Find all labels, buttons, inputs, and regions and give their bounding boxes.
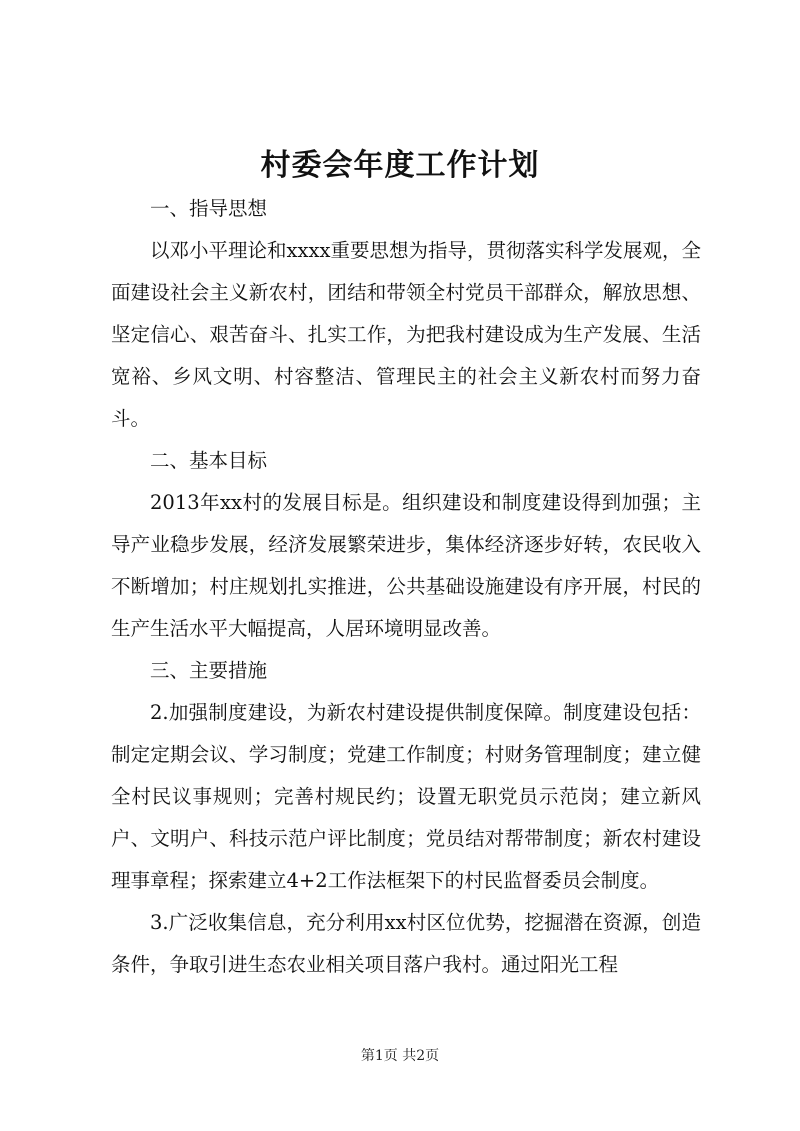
paragraph-guiding-ideology: 以邓小平理论和xxxx重要思想为指导，贯彻落实科学发展观，全面建设社会主义新农村，团结和带领全村党员干部群众，解放思想、坚定信心、艰苦奋斗、扎实工作，为把我村建设成为生产发展、生活宽裕、乡风文明、村容整洁、管理民主的社会主义新农村而努力奋斗。: [111, 239, 701, 430]
section-heading-main-measures: 三、主要措施: [150, 659, 268, 682]
document-title: 村委会年度工作计划: [260, 148, 540, 183]
paragraph-measure-3: 3.广泛收集信息，充分利用xx村区位优势，挖掘潜在资源，创造条件，争取引进生态农业相关项目落户我村。通过阳光工程: [111, 911, 701, 976]
document-body: [111, 188, 701, 986]
section-heading-basic-goals: 二、基本目标: [150, 449, 268, 472]
paragraph-basic-goals: 2013年xx村的发展目标是。组织建设和制度建设得到加强；主导产业稳步发展，经济发展繁荣进步，集体经济逐步好转，农民收入不断增加；村庄规划扎实推进，公共基础设施建设有序开展，村民的生产生活水平大幅提高，人居环境明显改善。: [111, 491, 701, 640]
section-heading-guiding-ideology: 一、指导思想: [150, 197, 268, 220]
paragraph-measure-2: 2.加强制度建设，为新农村建设提供制度保障。制度建设包括：制定定期会议、学习制度；党建工作制度；村财务管理制度；建立健全村民议事规则；完善村规民约；设置无职党员示范岗；建立新风户、文明户、科技示范户评比制度；党员结对帮带制度；新农村建设理事章程；探索建立4+2工作法框架下的村民监督委员会制度。: [111, 701, 701, 892]
page-footer: 第1页 共2页: [360, 1048, 440, 1064]
